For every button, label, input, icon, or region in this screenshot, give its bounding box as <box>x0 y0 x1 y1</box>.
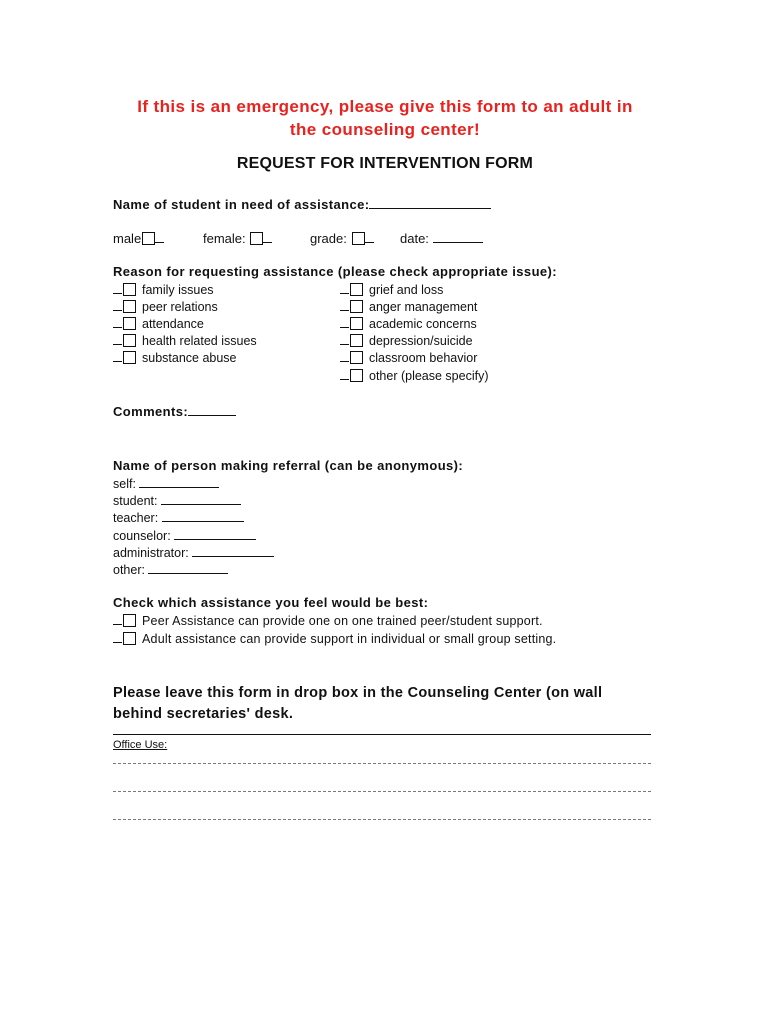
reason-item-label: other (please specify) <box>369 369 489 383</box>
reason-item-academic-concerns[interactable] <box>340 315 477 331</box>
referral-administrator-field[interactable] <box>192 544 274 557</box>
checkbox[interactable] <box>123 283 136 296</box>
underline <box>113 630 122 643</box>
grade-label: grade: <box>310 231 347 246</box>
reason-item-substance-abuse[interactable] <box>113 349 237 365</box>
checkbox[interactable] <box>123 300 136 313</box>
referral-administrator-row <box>113 544 274 560</box>
date-label: date: <box>400 231 429 246</box>
reason-item-peer-relations[interactable] <box>113 298 218 314</box>
grade-row <box>310 230 374 246</box>
grade-box[interactable] <box>352 232 365 245</box>
referral-administrator-label: administrator: <box>113 546 189 560</box>
reason-item-label: academic concerns <box>369 317 477 331</box>
checkbox[interactable] <box>123 632 136 645</box>
office-use-line-1[interactable] <box>113 763 651 764</box>
reason-item-label: grief and loss <box>369 283 444 297</box>
reason-item-label: depression/suicide <box>369 334 473 348</box>
referral-student-field[interactable] <box>161 492 241 505</box>
female-row <box>203 230 272 246</box>
underline <box>340 281 349 294</box>
female-label: female: <box>203 231 246 246</box>
reason-item-depression-suicide[interactable] <box>340 332 473 348</box>
assistance-option-label: Peer Assistance can provide one on one trained peer/student support. <box>142 614 543 628</box>
comments-row <box>113 403 236 419</box>
underline <box>113 281 122 294</box>
checkbox[interactable] <box>123 334 136 347</box>
student-name-row <box>113 196 491 212</box>
grade-underline <box>365 230 374 243</box>
checkbox[interactable] <box>123 317 136 330</box>
underline <box>340 332 349 345</box>
reason-item-label: classroom behavior <box>369 351 478 365</box>
referral-counselor-label: counselor: <box>113 529 171 543</box>
divider-line <box>113 734 651 735</box>
reason-item-family-issues[interactable] <box>113 281 214 297</box>
checkbox[interactable] <box>350 300 363 313</box>
reason-item-label: substance abuse <box>142 351 237 365</box>
drop-box-line-1: Please leave this form in drop box in the Counseling Center (on wall <box>113 685 603 701</box>
underline <box>113 349 122 362</box>
underline <box>340 315 349 328</box>
female-underline <box>263 230 272 243</box>
reason-item-health-related[interactable] <box>113 332 257 348</box>
male-row <box>113 230 164 246</box>
assistance-option-adult[interactable] <box>113 630 556 646</box>
referral-teacher-label: teacher: <box>113 511 159 525</box>
drop-box-instructions <box>113 683 653 725</box>
reason-item-grief-loss[interactable] <box>340 281 443 297</box>
checkbox[interactable] <box>350 334 363 347</box>
underline <box>340 367 349 380</box>
underline <box>113 612 122 625</box>
referral-counselor-row <box>113 527 256 543</box>
reason-item-other[interactable] <box>340 367 489 383</box>
assistance-option-label: Adult assistance can provide support in individual or small group setting. <box>142 632 557 646</box>
reason-item-label: attendance <box>142 317 204 331</box>
assistance-option-peer[interactable] <box>113 612 543 628</box>
student-name-field[interactable] <box>369 196 491 209</box>
assistance-heading: Check which assistance you feel would be best: <box>113 595 429 610</box>
reason-item-anger-management[interactable] <box>340 298 477 314</box>
underline <box>340 349 349 362</box>
referral-teacher-field[interactable] <box>162 509 244 522</box>
referral-self-label: self: <box>113 477 136 491</box>
office-use-line-2[interactable] <box>113 791 651 792</box>
checkbox[interactable] <box>123 351 136 364</box>
emergency-line-2: the counseling center! <box>289 120 481 139</box>
referral-heading: Name of person making referral (can be anonymous): <box>113 458 464 473</box>
referral-student-row <box>113 492 241 508</box>
student-name-label: Name of student in need of assistance: <box>113 197 370 212</box>
reason-item-attendance[interactable] <box>113 315 204 331</box>
reason-item-label: anger management <box>369 300 478 314</box>
referral-counselor-field[interactable] <box>174 527 256 540</box>
underline <box>113 315 122 328</box>
referral-other-field[interactable] <box>148 561 228 574</box>
referral-self-field[interactable] <box>139 475 219 488</box>
checkbox[interactable] <box>123 614 136 627</box>
date-row <box>400 230 483 246</box>
form-title: REQUEST FOR INTERVENTION FORM <box>236 155 534 172</box>
checkbox[interactable] <box>350 317 363 330</box>
referral-student-label: student: <box>113 494 158 508</box>
emergency-line-1: If this is an emergency, please give this form to an adult in <box>137 97 633 116</box>
reason-item-label: health related issues <box>142 334 257 348</box>
referral-teacher-row <box>113 509 244 525</box>
checkbox[interactable] <box>350 283 363 296</box>
underline <box>340 298 349 311</box>
office-use-label: Office Use: <box>113 739 168 751</box>
reason-item-classroom-behavior[interactable] <box>340 349 477 365</box>
underline <box>113 332 122 345</box>
male-underline <box>155 230 164 243</box>
comments-label: Comments: <box>113 404 189 419</box>
reason-heading: Reason for requesting assistance (please check appropriate issue): <box>113 264 557 279</box>
date-field[interactable] <box>433 230 483 243</box>
emergency-notice <box>110 95 660 141</box>
office-use-line-3[interactable] <box>113 819 651 820</box>
referral-other-row <box>113 561 228 577</box>
reason-item-label: family issues <box>142 283 214 297</box>
reason-item-label: peer relations <box>142 300 218 314</box>
comments-field[interactable] <box>188 403 236 416</box>
referral-self-row <box>113 475 219 491</box>
referral-other-label: other: <box>113 563 145 577</box>
underline <box>113 298 122 311</box>
male-label: male <box>113 231 142 246</box>
male-checkbox[interactable] <box>142 232 155 245</box>
checkbox[interactable] <box>350 351 363 364</box>
checkbox[interactable] <box>350 369 363 382</box>
drop-box-line-2: behind secretaries' desk. <box>113 706 294 722</box>
female-checkbox[interactable] <box>250 232 263 245</box>
